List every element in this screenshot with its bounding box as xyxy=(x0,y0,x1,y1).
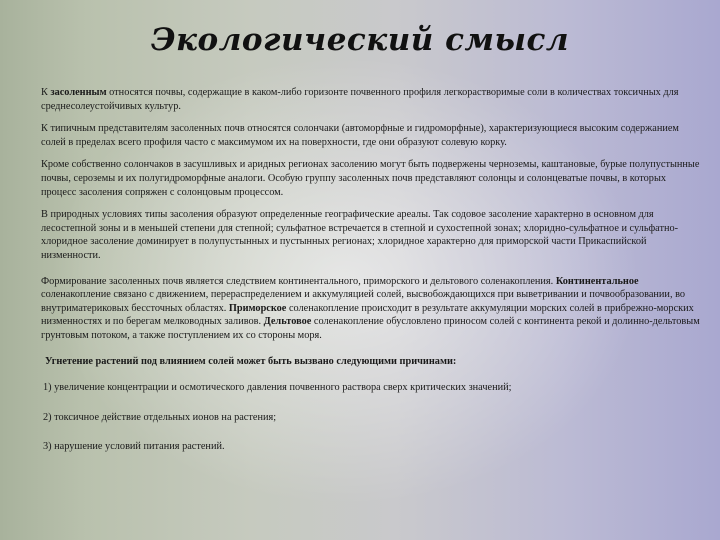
list-item: 1) увеличение концентрации и осмотического давления почвенного раствора сверх критических значений; xyxy=(43,382,512,394)
paragraph-text: относятся почвы, содержащие в каком-либо горизонте почвенного профиля легкорастворимые соли в количествах токсичных для среднесолеустойчивых культур. xyxy=(41,87,679,112)
paragraph-text: соленакопление происходит в результате аккумуляции морских солей в прибрежно-морских низменностях и по берегам мелководных заливов. xyxy=(41,302,694,328)
list-item: 3) нарушение условий питания растений. xyxy=(43,441,225,453)
term-continental: Континентальное xyxy=(555,275,639,287)
causes-heading: Угнетение растений под влиянием солей может быть вызвано следующими причинами: xyxy=(45,355,457,367)
paragraph-solonchak: К типичным представителям засоленных почв относятся солончаки (автоморфные и гидроморфные), характеризующиеся высоким содержанием солей в пределах всего профиля часто с максимумом их на поверхности, где они образуют солевую корку. xyxy=(41,123,679,148)
paragraph-text: соленакопление обусловлено приносом солей с континента рекой и долинно-дельтовым грунтовым потоком, а также поступлением их со стороны моря. xyxy=(41,316,700,341)
slide-title: Экологический смысл xyxy=(150,22,570,58)
paragraph-salinity-types: В природных условиях типы засоления образуют определенные географические ареалы. Так содовое засоление характерно в основном для лесостепной зоны и в меньшей степени для степной; сульфатное встречается в степной и сухостепной зонах; хлоридно-сульфатное и сульфатно-хлоридное засоление доминирует в полупустынных и пустынных регионах; хлоридное характерно для приморской части Прикаспийской низменности. xyxy=(41,209,679,261)
list-item: 2) токсичное действие отдельных ионов на растения; xyxy=(43,411,277,423)
slide-body xyxy=(41,86,701,470)
term-saline: засоленным xyxy=(50,87,107,98)
paragraph-saline-definition xyxy=(41,86,701,113)
paragraph-text: К xyxy=(41,87,51,98)
paragraph-text: Формирование засоленных почв является следствием континентального, приморского и дельтового соленакопления. xyxy=(41,275,556,287)
paragraph-arid-soils: Кроме собственно солончаков в засушливых и аридных регионах засолению могут быть подвержены черноземы, каштановые, бурые полупустынные почвы, сероземы и их полугидроморфные аналоги. Особую группу засоленных почв представляют солонцы и солонцеватые почвы, в которых процесс засоления сопряжен с солонцовым процессом. xyxy=(41,159,700,198)
term-coastal: Приморское xyxy=(228,302,287,314)
paragraph-text: соленакопление связано с движением, перераспределением и аккумуляцией солей, высвобождающихся при выветривании и почвообразовании, во внутриматериковых бессточных областях. xyxy=(41,289,686,314)
paragraph-salt-accumulation xyxy=(41,275,701,343)
term-deltaic: Дельтовое xyxy=(263,316,312,328)
